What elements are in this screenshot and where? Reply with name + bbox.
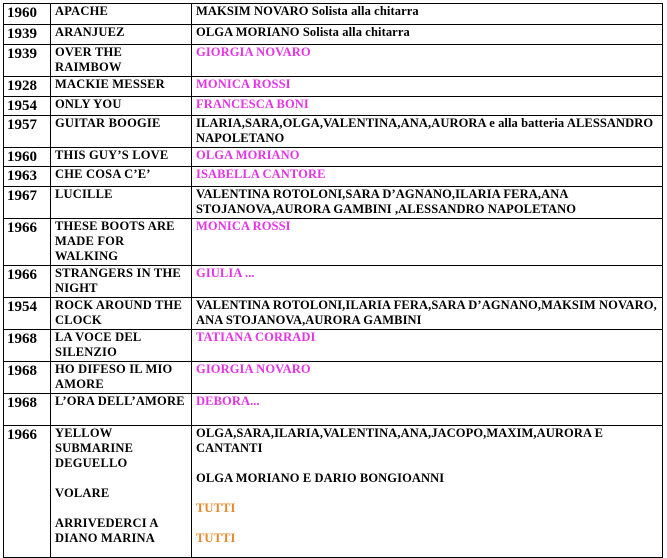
song-cell: OVER THE RAIMBOW	[51, 45, 192, 77]
year-cell: 1966	[4, 219, 51, 266]
performer-line: TUTTI	[196, 531, 236, 545]
song-cell: THESE BOOTS ARE MADE FOR WALKING	[51, 219, 192, 266]
song-cell: LA VOCE DEL SILENZIO	[51, 330, 192, 362]
table-row	[4, 148, 663, 167]
song-cell: STRANGERS IN THE NIGHT	[51, 266, 192, 298]
performer-cell: TATIANA CORRADI	[192, 330, 663, 362]
year-cell: 1968	[4, 330, 51, 362]
song-cell: CHE COSA C’E’	[51, 167, 192, 187]
year-cell: 1928	[4, 77, 51, 97]
performer-cell	[192, 426, 663, 558]
song-cell: MACKIE MESSER	[51, 77, 192, 97]
table-row	[4, 330, 663, 362]
performer-cell: ISABELLA CANTORE	[192, 167, 663, 187]
table-row	[4, 219, 663, 266]
performer-cell	[192, 25, 663, 45]
performer-cell: ILARIA,SARA,OLGA,VALENTINA,ANA,AURORA e alla batteria ALESSANDRO NAPOLETANO	[192, 116, 663, 148]
performer-cell	[192, 4, 663, 25]
song-cell: LUCILLE	[51, 187, 192, 219]
year-cell: 1954	[4, 97, 51, 116]
performer-cell: GIORGIA NOVARO	[192, 45, 663, 77]
song-cell: THIS GUY’S LOVE	[51, 148, 192, 167]
performer-cell: DEBORA...	[192, 394, 663, 426]
performer-cell: GIORGIA NOVARO	[192, 362, 663, 394]
year-cell: 1967	[4, 187, 51, 219]
table-row	[4, 97, 663, 116]
year-cell: 1954	[4, 298, 51, 330]
table-row	[4, 4, 663, 25]
table-row	[4, 116, 663, 148]
performer-cell: VALENTINA ROTOLONI,SARA D’AGNANO,ILARIA FERA,ANA STOJANOVA,AURORA GAMBINI ,ALESSANDRO NAPOLETANO	[192, 187, 663, 219]
song-title: YELLOW SUBMARINE DEGUELLO	[55, 426, 134, 470]
song-cell: L’ORA DELL’AMORE	[51, 394, 192, 426]
table-row	[4, 187, 663, 219]
performer-cell: OLGA MORIANO	[192, 148, 663, 167]
table-row	[4, 167, 663, 187]
song-cell: ROCK AROUND THE CLOCK	[51, 298, 192, 330]
song-cell: APACHE	[51, 4, 192, 25]
year-cell: 1966	[4, 266, 51, 298]
year-cell: 1968	[4, 394, 51, 426]
year-cell: 1960	[4, 4, 51, 25]
table-row	[4, 45, 663, 77]
table-row	[4, 394, 663, 426]
performer-line: OLGA MORIANO E DARIO BONGIOANNI	[196, 471, 445, 485]
performer-name: MAKSIM NOVARO	[196, 4, 309, 18]
song-cell: GUITAR BOOGIE	[51, 116, 192, 148]
table-row	[4, 25, 663, 45]
song-title: VOLARE	[55, 486, 110, 500]
table-row	[4, 298, 663, 330]
year-cell: 1939	[4, 45, 51, 77]
performer-cell: MONICA ROSSI	[192, 77, 663, 97]
performer-cell: GIULIA ...	[192, 266, 663, 298]
song-cell: HO DIFESO IL MIO AMORE	[51, 362, 192, 394]
year-cell: 1939	[4, 25, 51, 45]
performer-cell: VALENTINA ROTOLONI,ILARIA FERA,SARA D’AGNANO,MAKSIM NOVARO, ANA STOJANOVA,AURORA GAMBINI	[192, 298, 663, 330]
year-cell: 1960	[4, 148, 51, 167]
table-row	[4, 362, 663, 394]
performer-note: Solista alla chitarra	[302, 25, 410, 39]
year-cell: 1968	[4, 362, 51, 394]
song-cell: ONLY YOU	[51, 97, 192, 116]
performer-name: OLGA MORIANO	[196, 25, 300, 39]
performer-line: TUTTI	[196, 501, 236, 515]
song-cell: ARANJUEZ	[51, 25, 192, 45]
performer-cell: FRANCESCA BONI	[192, 97, 663, 116]
year-cell: 1957	[4, 116, 51, 148]
performer-note: Solista alla chitarra	[311, 4, 419, 18]
performer-cell: MONICA ROSSI	[192, 219, 663, 266]
song-cell	[51, 426, 192, 558]
performer-line: OLGA,SARA,ILARIA,VALENTINA,ANA,JACOPO,MAXIM,AURORA E CANTANTI	[196, 426, 604, 455]
song-title: ARRIVEDERCI A DIANO MARINA	[55, 516, 158, 545]
table-row	[4, 266, 663, 298]
program-table	[3, 3, 663, 558]
table-row	[4, 426, 663, 558]
year-cell: 1963	[4, 167, 51, 187]
year-cell: 1966	[4, 426, 51, 558]
table-row	[4, 77, 663, 97]
